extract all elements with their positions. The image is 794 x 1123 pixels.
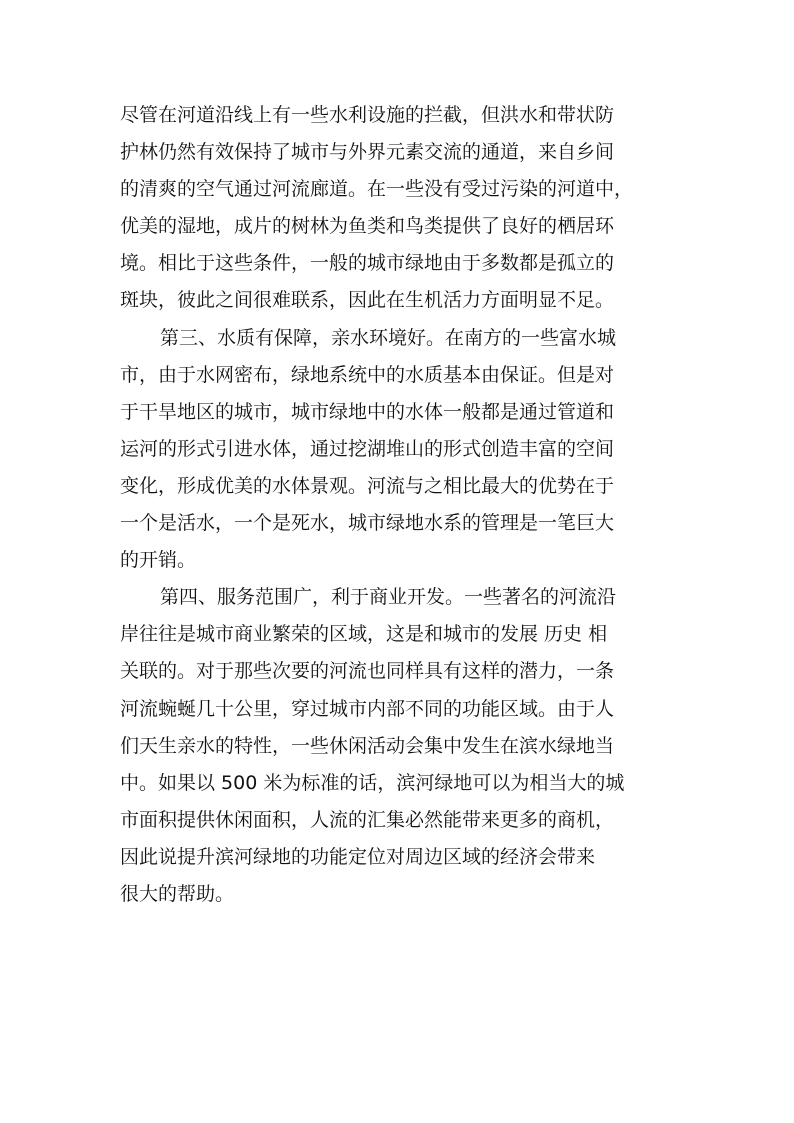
text-line: 境。相比于这些条件，一般的城市绿地由于多数都是孤立的: [120, 252, 615, 275]
text-line: 市，由于水网密布，绿地系统中的水质基本由保证。但是对: [120, 363, 615, 386]
text-line: 很大的帮助。: [120, 882, 235, 905]
text-line: 的开销。: [120, 549, 197, 572]
body-text: [120, 97, 700, 913]
text-line: 运河的形式引进水体，通过挖湖堆山的形式创造丰富的空间: [120, 437, 615, 460]
text-line: 护林仍然有效保持了城市与外界元素交流的通道，来自乡间: [120, 141, 615, 164]
text-line: 一个是活水，一个是死水，城市绿地水系的管理是一笔巨大: [120, 512, 615, 535]
text-line: 优美的湿地，成片的树林为鱼类和鸟类提供了良好的栖居环: [120, 215, 615, 238]
text-line: 中。如果以 500 米为标准的话，滨河绿地可以为相当大的城: [120, 771, 625, 794]
text-line: 第四、服务范围广，利于商业开发。一些著名的河流沿: [160, 586, 617, 609]
text-line: 变化，形成优美的水体景观。河流与之相比最大的优势在于: [120, 474, 615, 497]
text-line: 们天生亲水的特性，一些休闲活动会集中发生在滨水绿地当: [120, 734, 615, 757]
text-line: 第三、水质有保障，亲水环境好。在南方的一些富水城: [160, 326, 617, 349]
text-line: 尽管在河道沿线上有一些水利设施的拦截，但洪水和带状防: [120, 104, 615, 126]
text-line: 关联的。对于那些次要的河流也同样具有这样的潜力，一条: [120, 660, 615, 683]
text-line: 河流蜿蜒几十公里，穿过城市内部不同的功能区域。由于人: [120, 697, 615, 720]
text-line: 于干旱地区的城市，城市绿地中的水体一般都是通过管道和: [120, 400, 615, 423]
text-line: 市面积提供休闲面积，人流的汇集必然能带来更多的商机，: [120, 808, 615, 831]
text-line: 的清爽的空气通过河流廊道。在一些没有受过污染的河道中，: [120, 178, 634, 201]
text-line: 斑块，彼此之间很难联系，因此在生机活力方面明显不足。: [120, 289, 615, 312]
text-line: 因此说提升滨河绿地的功能定位对周边区域的经济会带来: [120, 845, 596, 868]
text-line: 岸往往是城市商业繁荣的区域，这是和城市的发展 历史 相: [120, 623, 608, 646]
